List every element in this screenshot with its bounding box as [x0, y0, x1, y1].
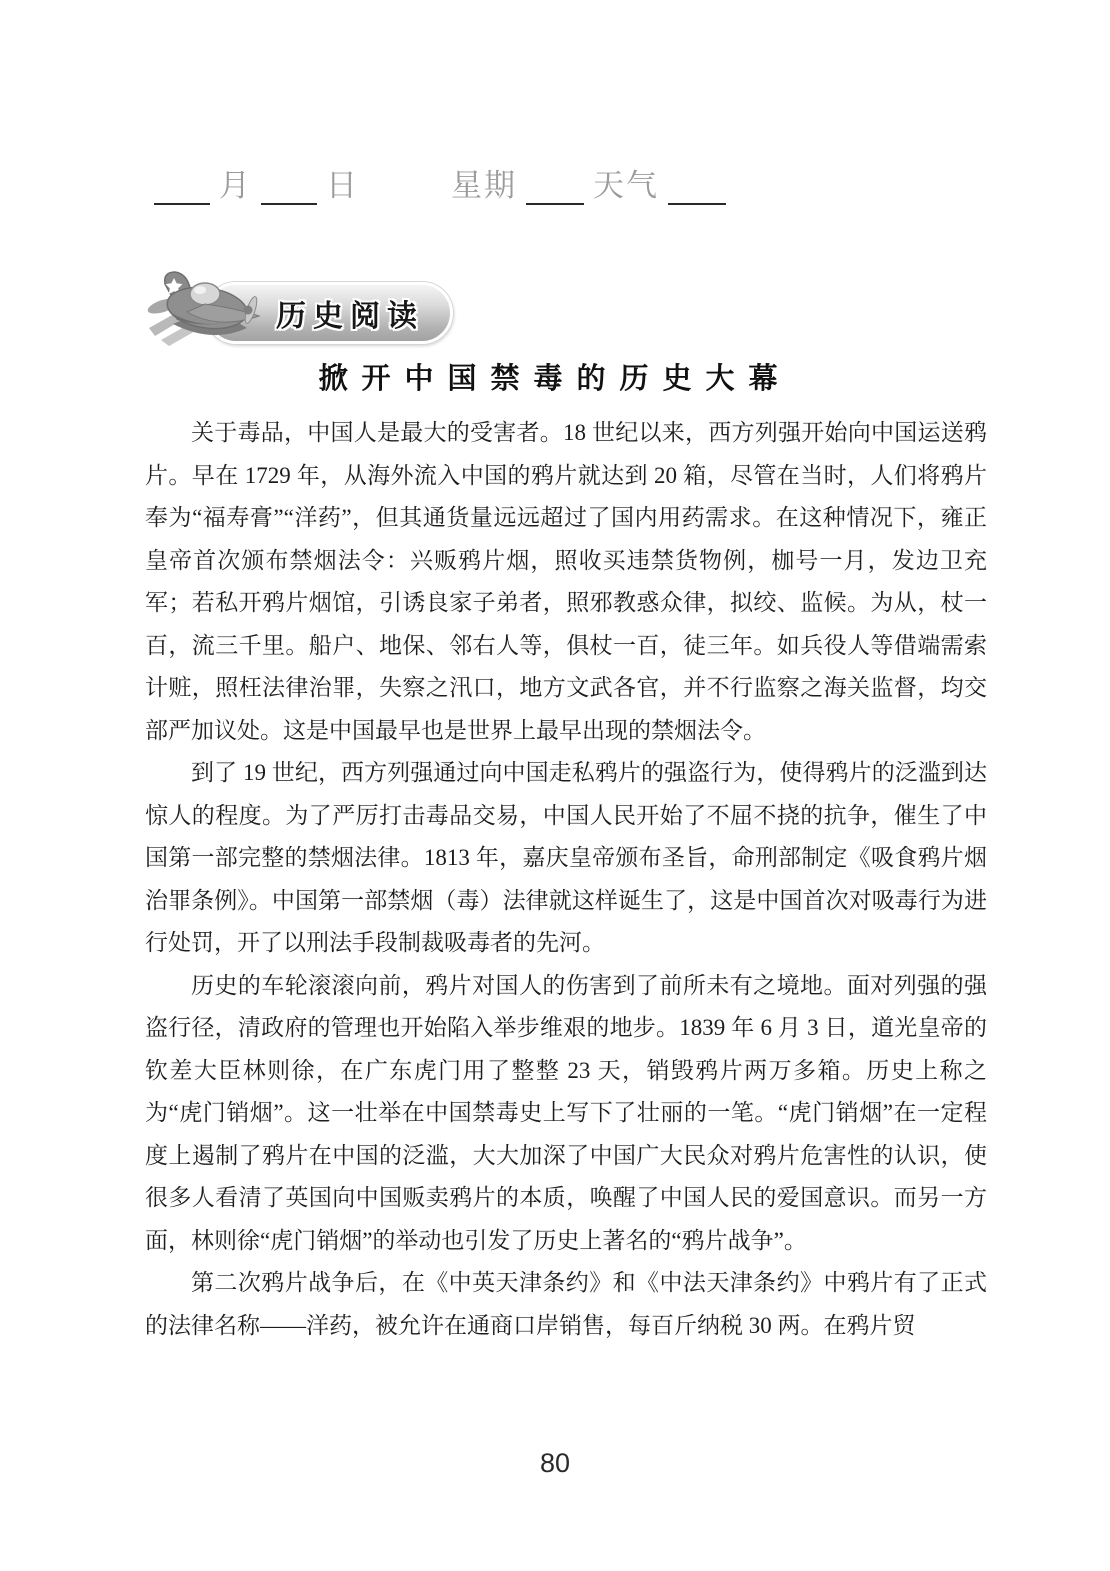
article-paragraph: 历史的车轮滚滚向前，鸦片对国人的伤害到了前所未有之境地。面对列强的强盗行径，清政府的管理也开始陷入举步维艰的地步。1839 年 6 月 3 日，道光皇帝的钦差大臣林则徐，在广东虎门用了整整 23 天，销毁鸦片两万多箱。历史上称之为“虎门销烟”。这一壮举在中国禁毒史上写下了壮丽的一笔。“虎门销烟”在一定程度上遏制了鸦片在中国的泛滥，大大加深了中国广大民众对鸦片危害性的认识，使很多人看清了英国向中国贩卖鸦片的本质，唤醒了中国人民的爱国意识。而另一方面，林则徐“虎门销烟”的举动也引发了历史上著名的“鸦片战争”。 [145, 972, 987, 1253]
article-paragraph: 第二次鸦片战争后，在《中英天津条约》和《中法天津条约》中鸦片有了正式的法律名称——洋药，被允许在通商口岸销售，每百斤纳税 30 两。在鸦片贸 [145, 1270, 987, 1338]
weather-blank [668, 169, 726, 205]
page-number: 80 [539, 1448, 571, 1478]
article-title: 掀开中国禁毒的历史大幕 [318, 363, 792, 395]
day-blank [261, 169, 317, 205]
section-badge-label: 历史阅读 [276, 300, 424, 333]
section-badge [143, 266, 473, 350]
week-label: 星期 [451, 168, 517, 203]
article-body [145, 412, 987, 1347]
date-header [145, 160, 988, 205]
weather-label: 天气 [593, 168, 659, 203]
week-blank [526, 169, 584, 205]
month-label: 月 [219, 168, 252, 203]
airplane-icon [143, 266, 271, 350]
article-paragraph: 到了 19 世纪，西方列强通过向中国走私鸦片的强盗行为，使得鸦片的泛滥到达惊人的程度。为了严厉打击毒品交易，中国人民开始了不屈不挠的抗争，催生了中国第一部完整的禁烟法律。1813 年，嘉庆皇帝颁布圣旨，命刑部制定《吸食鸦片烟治罪条例》。中国第一部禁烟（毒）法律就这样诞生了，这是中国首次对吸毒行为进行处罚，开了以刑法手段制裁吸毒者的先河。 [145, 760, 987, 955]
month-blank [154, 169, 210, 205]
day-label: 日 [326, 168, 359, 203]
article-paragraph: 关于毒品，中国人是最大的受害者。18 世纪以来，西方列强开始向中国运送鸦片。早在 1729 年，从海外流入中国的鸦片就达到 20 箱，尽管在当时，人们将鸦片奉为“福寿膏”“洋药”，但其通货量远远超过了国内用药需求。在这种情况下，雍正皇帝首次颁布禁烟法令：兴贩鸦片烟，照收买违禁货物例，枷号一月，发边卫充军；若私开鸦片烟馆，引诱良家子弟者，照邪教惑众律，拟绞、监候。为从，杖一百，流三千里。船户、地保、邻右人等，俱杖一百，徒三年。如兵役人等借端需索计赃，照枉法律治罪，失察之汛口，地方文武各官，并不行监察之海关监督，均交部严加议处。这是中国最早也是世界上最早出现的禁烟法令。 [145, 420, 987, 743]
